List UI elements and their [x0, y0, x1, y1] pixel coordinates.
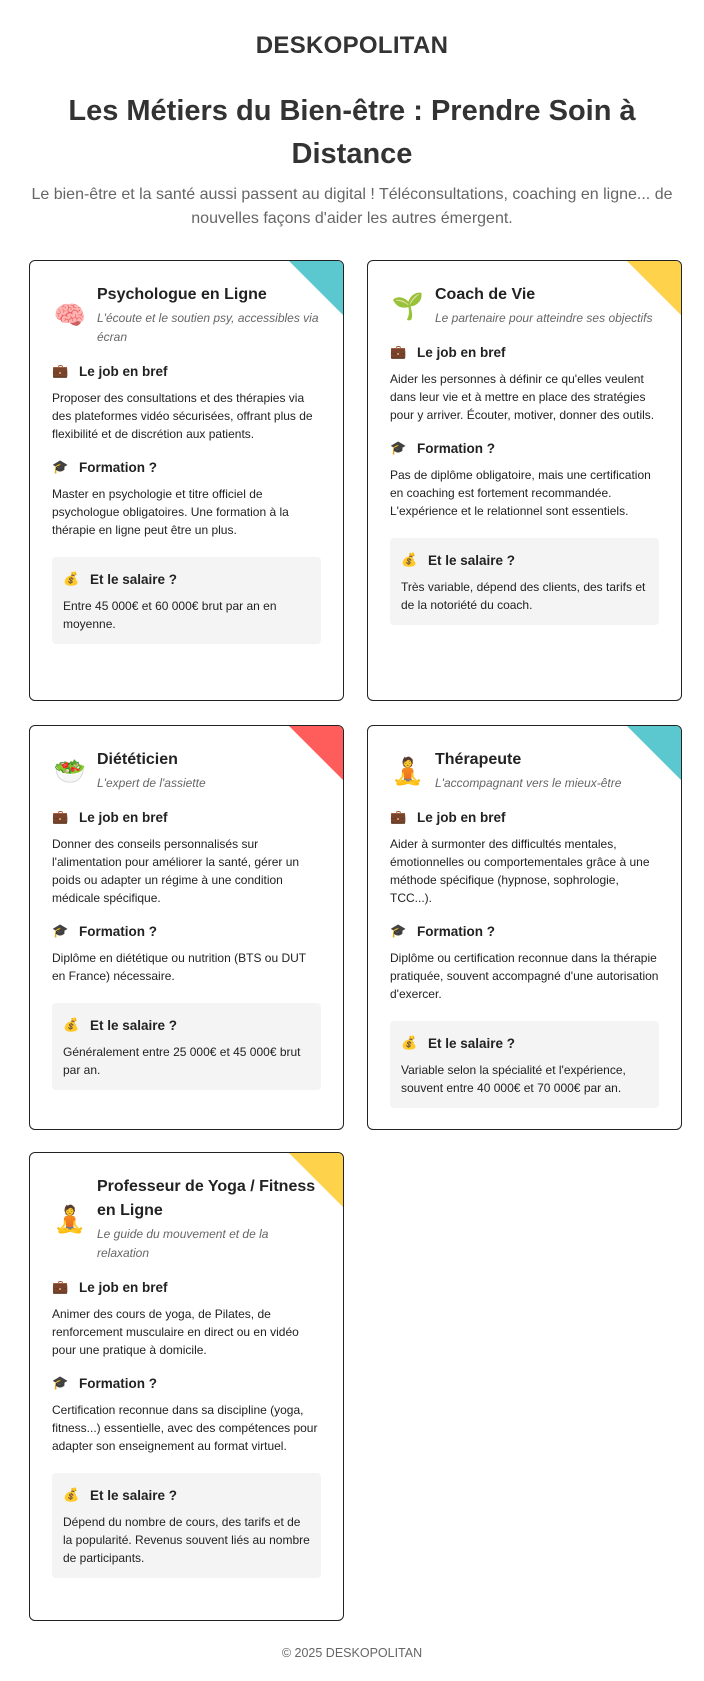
salary-description: Généralement entre 25 000€ et 45 000€ brut par an.	[63, 1045, 301, 1077]
money-bag-icon: 💰	[401, 1035, 418, 1050]
seedling-icon: 🌱	[391, 290, 425, 321]
job-description: Aider les personnes à définir ce qu'elles veulent dans leur vie et à mettre en place des stratégies pour y arriver. Écouter, motiver, donner des outils.	[390, 372, 655, 422]
job-card	[367, 725, 682, 1130]
card-header	[390, 748, 659, 793]
briefcase-icon: 💼	[52, 363, 69, 378]
card-header	[52, 283, 321, 347]
briefcase-icon: 💼	[390, 809, 407, 824]
section-heading-job	[52, 809, 321, 825]
money-bag-icon: 💰	[401, 552, 418, 567]
section-label: Et le salaire ?	[90, 1017, 178, 1033]
card-title: Thérapeute	[435, 751, 522, 768]
graduation-cap-icon: 🎓	[52, 923, 69, 938]
section-heading-salary	[63, 1017, 310, 1033]
card-subtitle: Le guide du mouvement et de la relaxation	[97, 1227, 269, 1260]
card-title: Coach de Vie	[435, 286, 536, 303]
section-heading-formation	[52, 923, 321, 939]
job-description: Donner des conseils personnalisés sur l'alimentation pour améliorer la santé, gérer un poids ou adapter un régime à une condition médicale spécifique.	[52, 837, 300, 905]
section-heading-salary	[401, 1035, 648, 1051]
section-label: Et le salaire ?	[90, 1487, 178, 1503]
job-card	[29, 1152, 344, 1621]
briefcase-icon: 💼	[390, 344, 407, 359]
salary-box	[390, 538, 659, 625]
job-card	[29, 260, 344, 701]
money-bag-icon: 💰	[63, 1017, 80, 1032]
section-label: Formation ?	[79, 923, 157, 939]
card-subtitle: L'expert de l'assiette	[97, 776, 206, 790]
salary-description: Entre 45 000€ et 60 000€ brut par an en moyenne.	[63, 599, 277, 631]
salary-box	[52, 557, 321, 644]
job-description: Animer des cours de yoga, de Pilates, de renforcement musculaire en direct ou en vidéo pour une pratique à domicile.	[52, 1307, 299, 1357]
job-description: Proposer des consultations et des thérapies via des plateformes vidéo sécurisées, offrant plus de flexibilité et de discrétion aux patients.	[52, 391, 313, 441]
formation-description: Pas de diplôme obligatoire, mais une certification en coaching est fortement recommandée. L'expérience et le relationnel sont essentiels.	[390, 468, 651, 518]
job-description: Aider à surmonter des difficultés mentales, émotionnelles ou comportementales grâce à une méthode spécifique (hypnose, sophrologie, TCC...).	[390, 837, 650, 905]
formation-description: Diplôme ou certification reconnue dans la thérapie pratiquée, souvent accompagné d'une autorisation d'exercer.	[390, 951, 659, 1001]
card-subtitle: L'accompagnant vers le mieux-être	[435, 776, 622, 790]
card-title: Diététicien	[97, 751, 178, 768]
section-label: Le job en bref	[79, 809, 168, 825]
section-label: Le job en bref	[79, 363, 168, 379]
intro-text: Le bien-être et la santé aussi passent au digital ! Téléconsultations, coaching en ligne... de nouvelles façons d'aider les autres émergent.	[31, 186, 673, 227]
section-heading-job	[52, 363, 321, 379]
section-label: Le job en bref	[417, 344, 506, 360]
section-heading-formation	[52, 1375, 321, 1391]
money-bag-icon: 💰	[63, 571, 80, 586]
card-header	[52, 1175, 321, 1263]
salary-description: Très variable, dépend des clients, des tarifs et de la notoriété du coach.	[401, 580, 646, 612]
section-label: Le job en bref	[417, 809, 506, 825]
section-heading-formation	[390, 440, 659, 456]
money-bag-icon: 💰	[63, 1487, 80, 1502]
yoga-icon: 🧘	[53, 1204, 87, 1234]
page-title: Les Métiers du Bien-être : Prendre Soin à Distance	[68, 95, 636, 170]
salary-box	[52, 1473, 321, 1578]
salary-box	[390, 1021, 659, 1108]
footer: © 2025 DESKOPOLITAN	[281, 1646, 423, 1660]
section-heading-salary	[401, 552, 648, 568]
card-title: Professeur de Yoga / Fitness en Ligne	[97, 1178, 316, 1219]
salary-description: Dépend du nombre de cours, des tarifs et de la popularité. Revenus souvent liés au nombre de participants.	[63, 1515, 310, 1565]
section-heading-salary	[63, 1487, 310, 1503]
section-label: Et le salaire ?	[90, 571, 178, 587]
graduation-cap-icon: 🎓	[52, 1375, 69, 1390]
section-label: Et le salaire ?	[428, 552, 516, 568]
card-title: Psychologue en Ligne	[97, 286, 267, 303]
card-header	[390, 283, 659, 328]
section-label: Formation ?	[417, 923, 495, 939]
section-heading-job	[390, 809, 659, 825]
graduation-cap-icon: 🎓	[52, 459, 69, 474]
formation-description: Certification reconnue dans sa discipline (yoga, fitness...) essentielle, avec des compétences pour adapter son enseignement au format virtuel.	[52, 1403, 318, 1453]
graduation-cap-icon: 🎓	[390, 440, 407, 455]
job-card	[367, 260, 682, 701]
section-label: Formation ?	[79, 1375, 157, 1391]
section-heading-formation	[390, 923, 659, 939]
section-heading-formation	[52, 459, 321, 475]
card-header	[52, 748, 321, 793]
brain-icon: 🧠	[53, 300, 87, 330]
section-heading-job	[52, 1279, 321, 1295]
salary-box	[52, 1003, 321, 1090]
briefcase-icon: 💼	[52, 809, 69, 824]
meditation-icon: 🧘	[391, 755, 425, 786]
briefcase-icon: 💼	[52, 1279, 69, 1294]
graduation-cap-icon: 🎓	[390, 923, 407, 938]
section-heading-job	[390, 344, 659, 360]
formation-description: Diplôme en diététique ou nutrition (BTS ou DUT en France) nécessaire.	[52, 951, 306, 983]
salary-description: Variable selon la spécialité et l'expérience, souvent entre 40 000€ et 70 000€ par an.	[401, 1063, 626, 1095]
section-heading-salary	[63, 571, 310, 587]
brand-logo[interactable]: DESKOPOLITAN	[255, 32, 449, 59]
section-label: Formation ?	[79, 459, 157, 475]
card-subtitle: L'écoute et le soutien psy, accessibles via écran	[97, 311, 319, 344]
card-subtitle: Le partenaire pour atteindre ses objectifs	[435, 311, 653, 325]
salad-icon: 🥗	[53, 755, 87, 786]
section-label: Et le salaire ?	[428, 1035, 516, 1051]
section-label: Formation ?	[417, 440, 495, 456]
formation-description: Master en psychologie et titre officiel de psychologue obligatoires. Une formation à la thérapie en ligne peut être un plus.	[52, 487, 289, 537]
job-card	[29, 725, 344, 1130]
section-label: Le job en bref	[79, 1279, 168, 1295]
